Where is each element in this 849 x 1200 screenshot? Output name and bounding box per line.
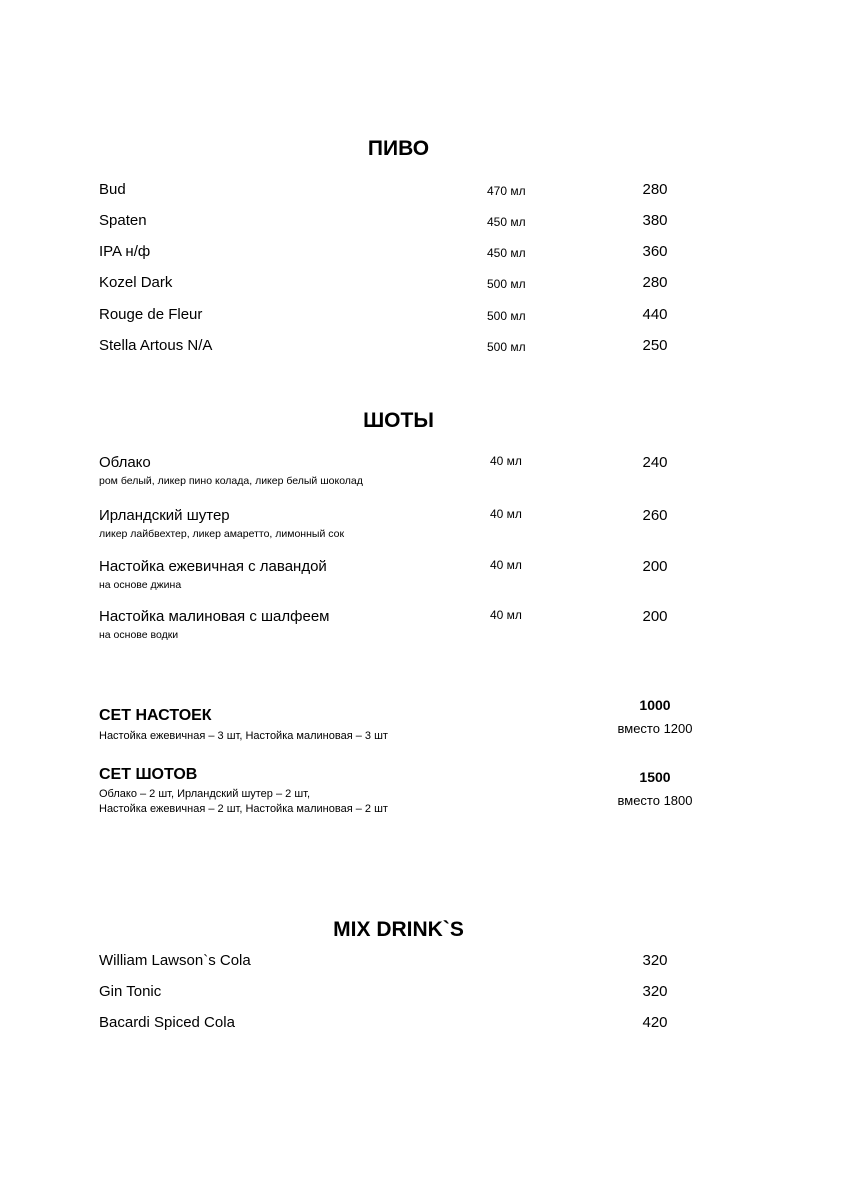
beer-item-volume: 500 мл <box>487 309 526 323</box>
beer-item-price: 280 <box>642 274 668 291</box>
shot-item-name: Настойка ежевичная с лавандой <box>99 558 327 575</box>
shot-item-price: 260 <box>642 507 668 524</box>
mix-item-price: 320 <box>642 983 668 1000</box>
beer-item-price: 250 <box>642 337 668 354</box>
beer-item-volume: 450 мл <box>487 246 526 260</box>
shot-item-name: Облако <box>99 454 151 471</box>
beer-item-volume: 500 мл <box>487 340 526 354</box>
shot-item-description: ликер лайбвехтер, ликер амаретто, лимонный сок <box>99 528 345 540</box>
beer-item-volume: 500 мл <box>487 277 526 291</box>
beer-item-name: Kozel Dark <box>99 274 173 291</box>
shot-item-description: на основе водки <box>99 629 179 641</box>
set-description: Облако – 2 шт, Ирландский шутер – 2 шт, <box>99 788 311 800</box>
set-description: Настойка ежевичная – 2 шт, Настойка малиновая – 2 шт <box>99 803 388 815</box>
mix-section-title: MIX DRINK`S <box>333 918 464 941</box>
beer-item-volume: 470 мл <box>487 184 526 198</box>
set-price: 1500 <box>639 769 671 785</box>
mix-item-name: Bacardi Spiced Cola <box>99 1014 235 1031</box>
set-price: 1000 <box>639 697 671 713</box>
beer-item-price: 280 <box>642 181 668 198</box>
mix-item-name: William Lawson`s Cola <box>99 952 251 969</box>
beer-item-name: Bud <box>99 181 126 198</box>
beer-item-name: Stella Artous N/A <box>99 337 213 354</box>
shot-item-price: 240 <box>642 454 668 471</box>
beer-section-title: ПИВО <box>367 137 430 160</box>
beer-item-price: 380 <box>642 212 668 229</box>
beer-item-name: Rouge de Fleur <box>99 306 203 323</box>
shot-item-name: Ирландский шутер <box>99 507 230 524</box>
beer-item-name: IPA н/ф <box>99 243 151 260</box>
set-description: Настойка ежевичная – 3 шт, Настойка малиновая – 3 шт <box>99 730 388 742</box>
mix-item-name: Gin Tonic <box>99 983 162 1000</box>
shots-section-title: ШОТЫ <box>363 409 434 432</box>
beer-item-volume: 450 мл <box>487 215 526 229</box>
beer-item-price: 440 <box>642 306 668 323</box>
set-old-price: вместо 1800 <box>617 793 693 808</box>
beer-item-price: 360 <box>642 243 668 260</box>
shot-item-description: ром белый, ликер пино колада, ликер белый шоколад <box>99 475 363 487</box>
beer-item-name: Spaten <box>99 212 147 229</box>
shot-item-name: Настойка малиновая с шалфеем <box>99 608 330 625</box>
shot-item-volume: 40 мл <box>490 558 522 572</box>
set-name: СЕТ НАСТОЕК <box>99 707 212 724</box>
set-name: СЕТ ШОТОВ <box>99 766 198 783</box>
shot-item-price: 200 <box>642 558 668 575</box>
shot-item-price: 200 <box>642 608 668 625</box>
set-old-price: вместо 1200 <box>617 721 693 736</box>
mix-item-price: 420 <box>642 1014 668 1031</box>
shot-item-volume: 40 мл <box>490 507 522 521</box>
shot-item-volume: 40 мл <box>490 608 522 622</box>
mix-item-price: 320 <box>642 952 668 969</box>
shot-item-description: на основе джина <box>99 579 182 591</box>
shot-item-volume: 40 мл <box>490 454 522 468</box>
